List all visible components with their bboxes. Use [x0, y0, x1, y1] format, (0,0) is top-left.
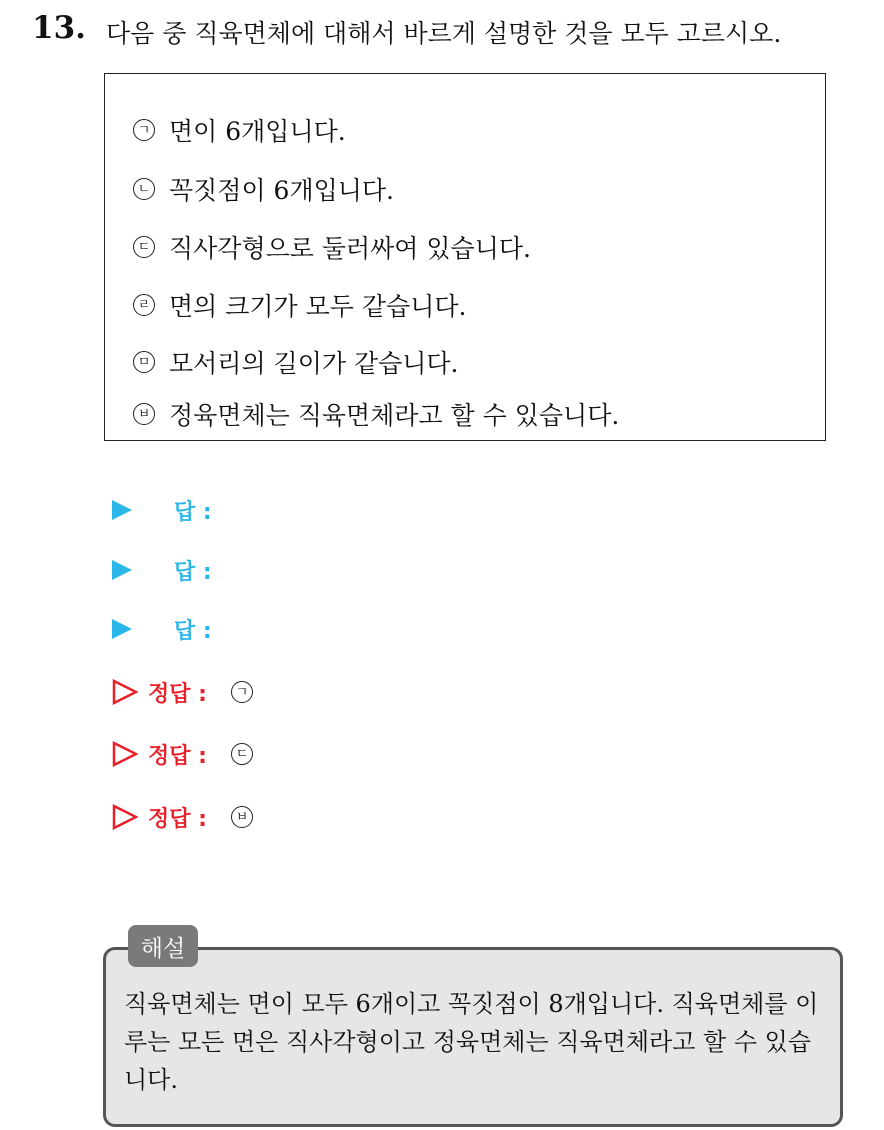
choice-4	[133, 287, 466, 323]
filled-triangle-icon	[112, 500, 132, 520]
outline-triangle-icon	[112, 679, 138, 705]
choice-1	[133, 112, 346, 148]
choice-mark-5: ㅁ	[133, 351, 155, 373]
choice-mark-6: ㅂ	[133, 403, 155, 425]
choice-mark-1: ㄱ	[133, 119, 155, 141]
explanation-text: 직육면체는 면이 모두 6개이고 꼭짓점이 8개입니다. 직육면체를 이루는 모든 면은 직사각형이고 정육면체는 직육면체라고 할 수 있습니다.	[124, 990, 819, 1094]
filled-triangle-icon	[112, 560, 132, 580]
choice-text-4: 면의 크기가 모두 같습니다.	[169, 292, 467, 321]
correct-row-1	[112, 672, 253, 712]
choice-2	[133, 171, 394, 207]
correct-row-2	[112, 734, 253, 774]
choice-5	[133, 344, 459, 380]
choice-text-5: 모서리의 길이가 같습니다.	[169, 349, 459, 378]
correct-row-3	[112, 797, 253, 837]
correct-answer-mark: ㄷ	[231, 743, 253, 765]
answer-row-2[interactable]	[112, 550, 212, 590]
outline-triangle-icon	[112, 804, 138, 830]
outline-triangle-icon	[112, 741, 138, 767]
correct-answer-mark: ㅂ	[231, 806, 253, 828]
choice-mark-3: ㄷ	[133, 236, 155, 258]
question-text: 다음 중 직육면체에 대해서 바르게 설명한 것을 모두 고르시오.	[106, 19, 782, 48]
correct-label: 정답 :	[148, 743, 207, 769]
correct-label: 정답 :	[148, 806, 207, 832]
question-number: 13.	[32, 10, 86, 46]
choice-3	[133, 229, 531, 265]
choice-6	[133, 396, 619, 432]
choice-text-3: 직사각형으로 둘러싸여 있습니다.	[169, 234, 531, 263]
filled-triangle-icon	[112, 619, 132, 639]
answer-row-1[interactable]	[112, 490, 212, 530]
answer-label: 답 :	[174, 559, 212, 585]
choices-box	[104, 73, 826, 441]
answer-row-3[interactable]	[112, 609, 212, 649]
choice-text-2: 꼭짓점이 6개입니다.	[169, 176, 394, 205]
answer-label: 답 :	[174, 618, 212, 644]
choice-mark-4: ㄹ	[133, 294, 155, 316]
answer-label: 답 :	[174, 499, 212, 525]
choice-mark-2: ㄴ	[133, 178, 155, 200]
explanation-tag: 해설	[128, 925, 198, 967]
correct-answer-mark: ㄱ	[231, 681, 253, 703]
choice-text-1: 면이 6개입니다.	[169, 117, 346, 146]
correct-label: 정답 :	[148, 681, 207, 707]
choice-text-6: 정육면체는 직육면체라고 할 수 있습니다.	[169, 401, 620, 430]
